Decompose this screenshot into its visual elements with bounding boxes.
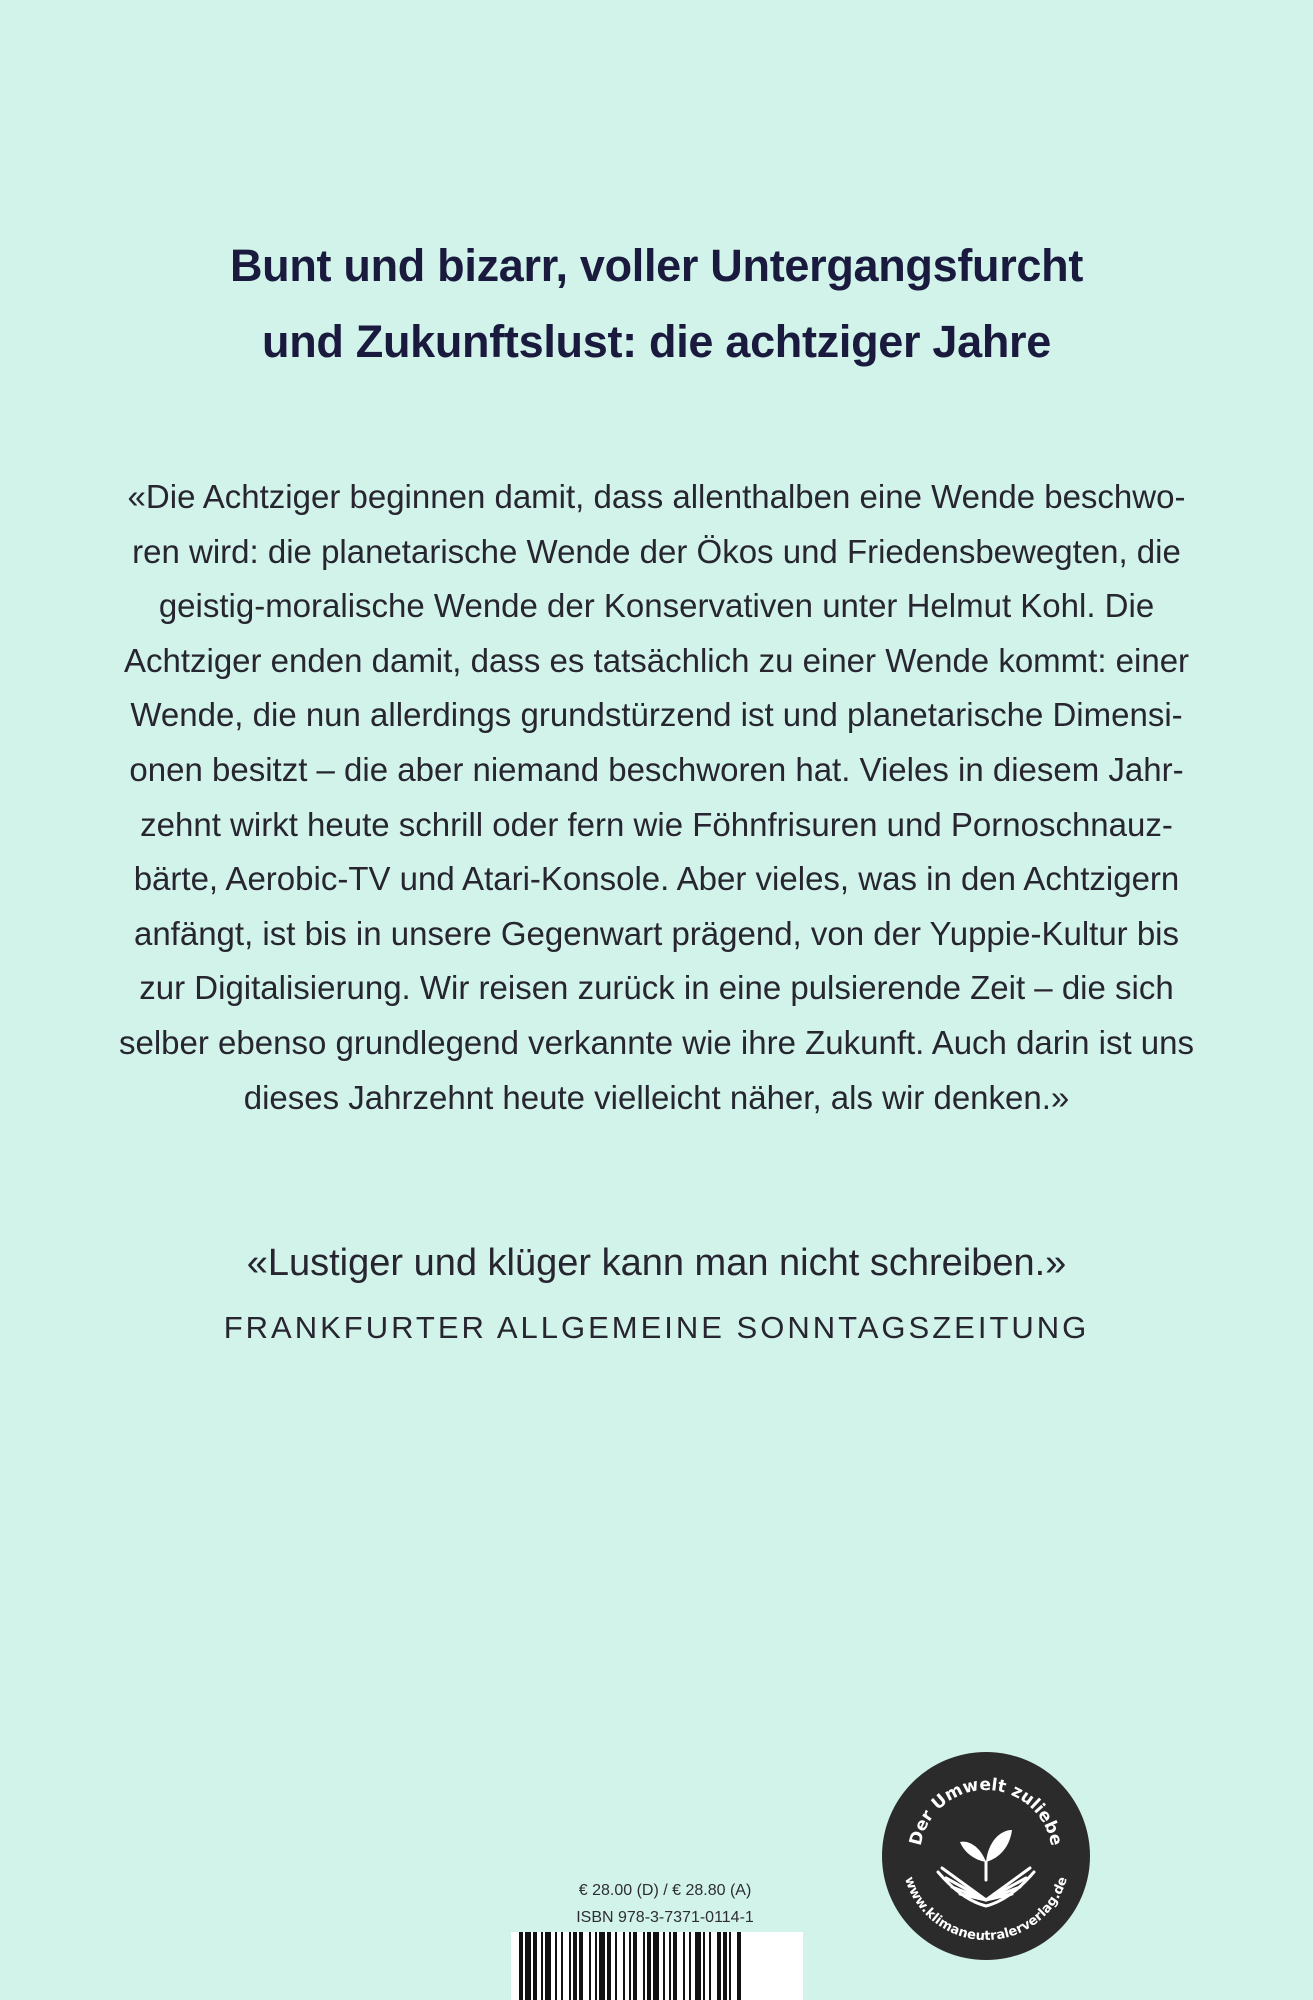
- barcode-bar: [595, 1932, 597, 2000]
- barcode-bar: [629, 1932, 631, 2000]
- barcode-bar: [541, 1932, 543, 2000]
- blurb-line: anfängt, ist bis in unsere Gegenwart prägend, von der Yuppie-Kultur bis: [133, 914, 1180, 952]
- blurb-text: [110, 470, 1203, 1125]
- blurb-line: dieses Jahrzehnt heute vielleicht näher, als wir denken.»: [243, 1078, 1070, 1116]
- barcode-bar: [579, 1932, 583, 2000]
- barcode-bar: [709, 1932, 711, 2000]
- blurb-line: zehnt wirkt heute schrill oder fern wie Föhnfrisuren und Pornoschnauz-: [140, 805, 1173, 843]
- price-text: € 28.00 (D) / € 28.80 (A): [578, 1882, 752, 1899]
- blurb-line: «Die Achtziger beginnen damit, dass allenthalben eine Wende beschwo-: [127, 478, 1186, 515]
- headline-line-2: und Zukunftslust: die achtziger Jahre: [262, 316, 1051, 367]
- barcode-bar: [615, 1932, 617, 2000]
- barcode-bar: [545, 1932, 551, 2000]
- barcode-bar: [723, 1932, 727, 2000]
- blurb-line: zur Digitalisierung. Wir reisen zurück in eine pulsierende Zeit – die sich: [139, 969, 1174, 1007]
- blurb-line: selber ebenso grundlegend verkannte wie ihre Zukunft. Auch darin ist uns: [119, 1023, 1194, 1061]
- isbn-text: ISBN 978-3-7371-0114-1: [576, 1909, 754, 1926]
- barcode-bar: [569, 1932, 571, 2000]
- barcode-bar: [519, 1932, 523, 2000]
- headline-line-1: Bunt und bizarr, voller Untergangsfurcht: [229, 240, 1084, 291]
- barcode-bar: [607, 1932, 611, 2000]
- barcode-bar: [695, 1932, 701, 2000]
- barcode-bar: [555, 1932, 557, 2000]
- barcode-bar: [683, 1932, 685, 2000]
- barcode-bar: [663, 1932, 665, 2000]
- barcode-bar: [729, 1932, 731, 2000]
- barcode-bar: [525, 1932, 531, 2000]
- price-isbn-block: [520, 1877, 810, 1931]
- badge-bottom-text: www.klimaneutralerverlag.de: [901, 1874, 1071, 1945]
- blurb-line: geistig-moralische Wende der Konservativen unter Helmut Kohl. Die: [158, 587, 1155, 625]
- barcode-bar: [599, 1932, 605, 2000]
- climate-neutral-badge: [880, 1750, 1092, 1962]
- barcode-bar: [561, 1932, 563, 2000]
- barcode-bar: [647, 1932, 651, 2000]
- barcode-bar: [703, 1932, 705, 2000]
- barcode-bar: [623, 1932, 625, 2000]
- barcode-bar: [653, 1932, 659, 2000]
- blurb-line: onen besitzt – die aber niemand beschworen hat. Vieles in diesem Jahr-: [129, 750, 1184, 788]
- badge-top-text: Der Umwelt zuliebe: [905, 1774, 1067, 1848]
- badge-graphic: [880, 1750, 1092, 1962]
- barcode: [511, 1932, 803, 2000]
- barcode-bar: [633, 1932, 637, 2000]
- barcode-bar: [589, 1932, 591, 2000]
- blurb-line: bärte, Aerobic-TV und Atari-Konsole. Aber vieles, was in den Achtzigern: [133, 860, 1180, 898]
- barcode-bars: [511, 1932, 803, 2000]
- barcode-bar: [573, 1932, 577, 2000]
- blurb-line: Wende, die nun allerdings grundstürzend ist und planetarische Dimensi-: [130, 696, 1183, 734]
- barcode-bar: [737, 1932, 741, 2000]
- barcode-bar: [669, 1932, 671, 2000]
- blurb-line: ren wird: die planetarische Wende der Ökos und Friedensbewegten, die: [132, 532, 1181, 570]
- barcode-bar: [533, 1932, 537, 2000]
- headline: [0, 228, 1313, 380]
- review-quote: «Lustiger und klüger kann man nicht schreiben.»: [246, 1242, 1067, 1284]
- barcode-bar: [643, 1932, 645, 2000]
- blurb-line: Achtziger enden damit, dass es tatsächlich zu einer Wende kommt: einer: [123, 641, 1190, 679]
- barcode-bar: [689, 1932, 691, 2000]
- barcode-bar: [717, 1932, 721, 2000]
- review-source: FRANKFURTER ALLGEMEINE SONNTAGSZEITUNG: [223, 1310, 1090, 1345]
- barcode-bar: [673, 1932, 677, 2000]
